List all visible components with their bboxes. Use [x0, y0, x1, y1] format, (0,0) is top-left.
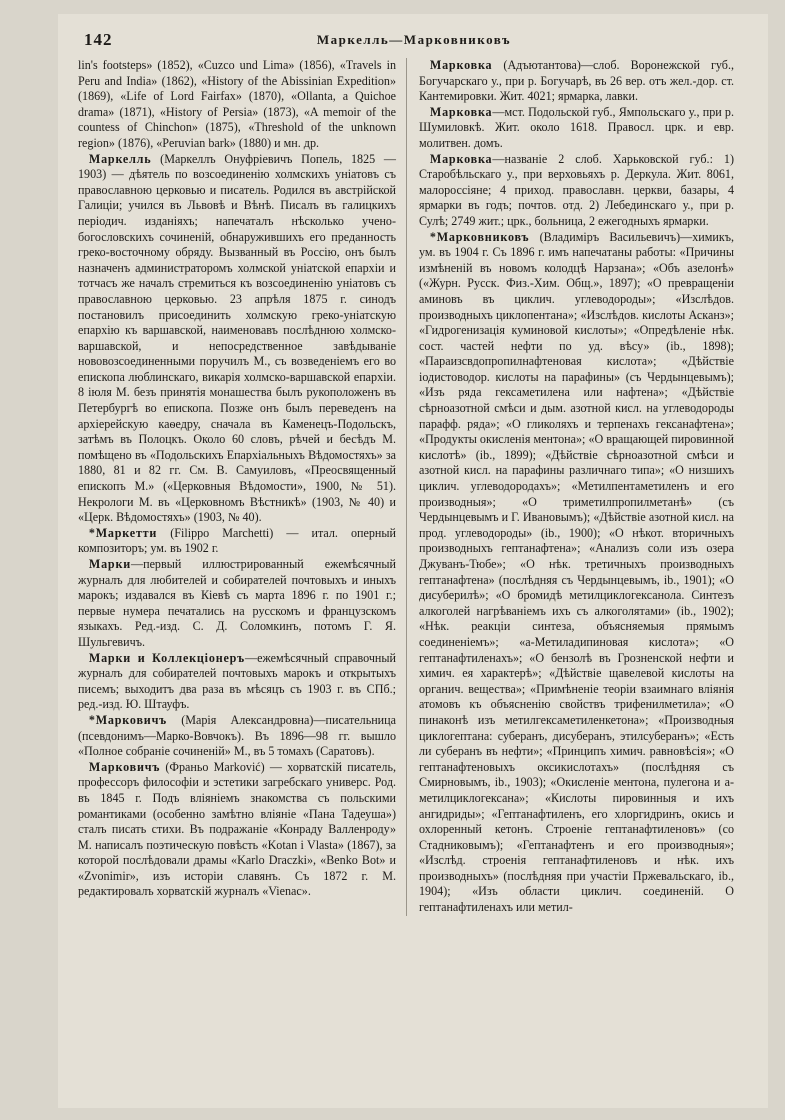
entry-text: (Маркеллъ Онуфріевичъ Попель, 1825 — 1903) — дѣятель по возсоединенію холмскихъ уніатовъ съ православною церковью и писатель. Родился въ австрійской Галиціи; учился въ Львовѣ и Вѣнѣ. Писалъ въ галицкихъ періодич. изданіяхъ; напечаталъ нѣсколько учено-богословскихъ сочиненій, обнаружившихъ его преданность греко-восточному обряду. Вызванный въ Россію, онъ былъ назначенъ администраторомъ холмской уніатской епархіи и тотчасъ же началъ стремиться къ возсоединенію уніатовъ съ православною церковью. 23 апрѣля 1875 г. синодъ постановилъ присоединить холмскую греко-уніатскую епархію къ варшавской, наименовавъ послѣднюю холмско-варшавской, и непосредственное завѣдываніе нововозсоединенными поручилъ М., съ возведеніемъ его во епископа люблинскаго, викарія холмско-варшавской епархіи. 8 іюля М. безъ принятія монашества былъ рукоположенъ въ Петербургѣ во епископа. Позже онъ былъ переведенъ на архіерейскую каѳедру, сначала въ Каменецъ-Подольскъ, затѣмъ въ Полоцкъ. Около 60 словъ, рѣчей и бесѣдъ М. помѣщено въ «Подольскихъ Епархіальныхъ Вѣдомостяхъ» за 1880, 81 и 82 гг. См. В. Самуиловъ, «Преосвященный епископъ М.» («Церковныя Вѣдомости», 1900, № 51). Некрологи М. въ «Церковномъ Вѣстникѣ» (1903, № 40) и «Церк. Вѣдомостяхъ» (1903, № 40). — [78, 151, 396, 525]
entry-text: lin's footsteps» (1852), «Cuzco und Lima» (1856), «Travels in Peru and India» (1862), «History of the Abissinian Expedition» (1869), «Life of Lord Fairfax» (1870), «Ollanta, a Quichoe drama» (1871), «History of Persia» (1873), «A memoir of the countess of Chinchon» (1875), «Threshold of the unknown region» (1876), «Peruvian bark» (1880) и мн. др. — [78, 58, 396, 150]
entry-text: (Франьо Marković) — хорватскій писатель, профессоръ философіи и эстетики загребскаго универс. Род. въ 1845 г. Подъ вліяніемъ знакомства съ польскими романтиками (особенно замѣтно вліяніе «Пана Тадеуша») сталъ писать стихи. Въ подражаніе «Конраду Валленроду» М. написалъ поэтическую повѣсть «Kotan i Vlasta» (1867), за которой послѣдовали драмы «Karlo Draczki», «Benko Bot» и «Zvonimir», изъ исторіи славянъ. Съ 1872 г. М. редактировалъ хорватскій журналъ «Vienac». — [78, 759, 396, 899]
entry-text: —названіе 2 слоб. Харьковской губ.: 1) Старобѣльскаго у., при верховьяхъ р. Деркула. Жит. 8061, малороссіяне; 4 приход. православн. церкви, базары, 4 ярмарки въ годъ; почтов. отд. 2) Лебединскаго у., при р. Сулѣ; 2749 жит.; црк., больница, 2 ежегодныхъ ярмарки. — [419, 151, 734, 228]
entry-text: —ежемѣсячный справочный журналъ для собирателей почтовыхъ марокъ и открытыхъ писемъ; выходитъ два раза въ мѣсяцъ съ 1903 г. въ СПб.; ред.-изд. Ю. Штауфъ. — [78, 650, 397, 712]
dictionary-entry — [78, 760, 396, 900]
right-column — [406, 58, 734, 916]
page-header — [78, 24, 750, 58]
dictionary-entry — [78, 713, 396, 760]
entry-headword: Марковка — [429, 58, 493, 72]
entry-headword: Марки и Коллекціонеръ — [88, 650, 246, 665]
entry-text: —мст. Подольской губ., Ямпольскаго у., при р. Шумиловкѣ. Жит. около 1618. Правосл. црк. и евр. молитвен. домъ. — [419, 104, 734, 150]
dictionary-entry — [419, 58, 734, 105]
page-number: 142 — [84, 30, 113, 49]
entry-headword: *Марковичъ — [88, 712, 168, 727]
entry-headword: Марковка — [429, 104, 493, 119]
book-page — [58, 14, 768, 1108]
entry-text: —первый иллюстрированный ежемѣсячный журналъ для любителей и собирателей почтовыхъ и иныхъ марокъ; издавался въ Кіевѣ съ марта 1896 г. по 1901 г.; первые нумера печатались на русскомъ и французскомъ языкахъ. Ред.-изд. С. Д. Соломкинъ, потомъ Г. Я. Шульгевичъ. — [78, 557, 396, 649]
entry-headword: *Маркетти — [88, 525, 158, 540]
entry-text: (Адъютантова)—слоб. Воронежской губ., Богучарскаго у., при р. Богучарѣ, въ 26 вер. отъ жел.-дор. ст. Кантемировки. Жит. 4021; ярмарка, лавки. — [419, 58, 734, 104]
entry-headword: Марковка — [429, 151, 493, 166]
dictionary-entry — [78, 557, 396, 651]
entry-headword: *Марковниковъ — [429, 229, 530, 244]
dictionary-entry — [419, 230, 734, 916]
dictionary-entry — [78, 58, 396, 152]
left-column — [78, 58, 406, 916]
dictionary-entry — [419, 105, 734, 152]
dictionary-entry — [78, 152, 396, 526]
entry-text: (Марія Александровна)—писательница (псевдонимъ—Марко-Вовчокъ). Въ 1896—98 гг. вышло «Полное собраніе сочиненій» М., въ 5 томахъ (Саратовъ). — [78, 712, 396, 759]
dictionary-entry — [419, 152, 734, 230]
entry-headword: Марковичъ — [88, 759, 161, 774]
dictionary-entry — [78, 651, 396, 713]
text-columns — [78, 58, 750, 916]
entry-text: (Filippo Marchetti) — итал. оперный композиторъ; ум. въ 1902 г. — [78, 525, 396, 556]
entry-headword: Маркелль — [88, 151, 152, 166]
running-head: Маркелль—Марковниковъ — [316, 32, 512, 47]
dictionary-entry — [78, 526, 396, 557]
entry-text: (Владиміръ Васильевичъ)—химикъ, ум. въ 1904 г. Съ 1896 г. имъ напечатаны работы: «Причины измѣненій въ новомъ колодцѣ Нарзана»; «Объ азелонѣ» («Журн. Русск. Физ.-Хим. Общ.», 1897); «О превращеніи аминовъ въ циклич. углеводороды»; «Изслѣдов. производныхъ циклопентана»; «Изслѣдов. кислоты Асканз»; «Гидрогенизація куминовой кислоты»; «Опредѣленіе нѣк. сост. частей нефти по уд. вѣсу» (ib., 1898); «Параизсвдопропилнафтеновая кислота»; «Дѣйствіе іодистоводор. кислоты на парафины» (съ Чердынцевымъ); «Изъ ряда гексаметилена или нафтена»; «Дѣйствіе сѣрноазотной смѣси и дым. азотной кисл. на углеводороды парафф. ряда»; «О гликоляхъ и терпенахъ гексанафтена»; «Продукты окисленія ментона»; «О вращающей пировинной кислотѣ» (ib., 1899); «Дѣйствіе сѣрноазотной смѣси и азотной кисл. на парафины различнаго типа»; «О низшихъ циклич. углеводородахъ»; «Метилпентаметиленъ и его производныя»; «О триметилпропилметанѣ» (съ Чердынцевымъ и Г. Ивановымъ); «Дѣйствіе азотной кисл. на прод. углеводороды» (ib., 1900); «О нѣкот. вторичныхъ производныхъ гептанафтена»; «Анализъ соли изъ озера Джуванъ-Тюбе»; «О нѣк. третичныхъ производныхъ гептанафтена» (послѣдняя съ Чердынцевымъ, ib., 1901); «О дисуберилѣ»; «О бромидѣ метилциклогексанола. Синтезъ алкоголей нагрѣваніемъ ихъ съ алкоголятами» (ib., 1902); «Нѣк. реакціи синтеза, объясняемыя прямымъ соединеніемъ»; «a-Метиладипиновая кислота»; «О гептанафтиленахъ»; «О бензолѣ въ Грозненской нефти и химич. ея характерѣ»; «Дѣйствіе щавелевой кислоты на органич. вещества»; «Примѣненіе теоріи взаимнаго вліянія атомовъ къ объясненію свойствъ трифенилметила»; «О пинаконѣ изъ метилгексаметиленкетона»; «Производныя циклогептана: суберанъ, дисуберанъ, этилсуберанъ»; «Есть ли суберанъ въ нефти»; «Принципъ химич. равновѣсія»; «О гептанафтеновыхъ оксикислотахъ» (послѣдняя съ Смирновымъ, ib., 1903); «Окисленіе ментона, пулегона и a-метилциклогексана»; «Кислоты пировинныя и ихъ ангидриды»; «Гептанафтиленъ, его хлоргидринъ, окись и охлоренный кетонъ. Строеніе гептанафтиленовъ» (со Стадниковымъ); «Гептанафтенъ и его производныя»; «Изслѣд. строенія гептанафтиленовъ и нѣк. ихъ производныхъ» (послѣдняя при участіи Пржевальскаго, ib., 1904); «Изъ области циклич. соединеній. О гептанафтиленахъ или метил- — [419, 229, 734, 915]
entry-headword: Марки — [88, 557, 131, 571]
